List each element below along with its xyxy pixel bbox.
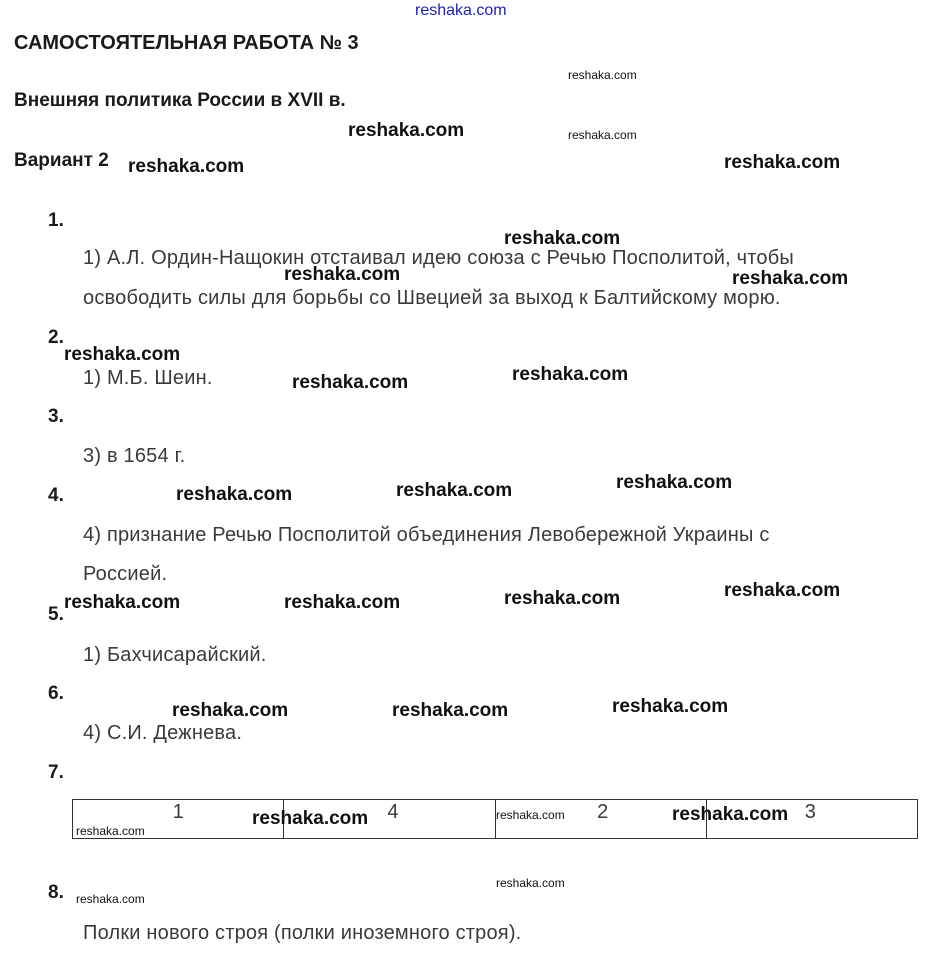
task-number: 2. — [48, 327, 64, 348]
table-cell-value: 3 — [804, 801, 816, 823]
watermark: reshaka.com — [176, 484, 293, 505]
watermark: reshaka.com — [496, 876, 565, 890]
table-cell-value: 2 — [597, 801, 609, 823]
task-number: 5. — [48, 604, 64, 625]
watermark: reshaka.com — [64, 344, 181, 365]
watermark: reshaka.com — [724, 580, 841, 601]
table-row — [73, 800, 918, 839]
watermark: reshaka.com — [732, 268, 849, 289]
task-number: 7. — [48, 762, 64, 783]
watermark: reshaka.com — [672, 804, 789, 825]
watermark: reshaka.com — [392, 700, 509, 721]
task-number: 4. — [48, 485, 64, 506]
watermark: reshaka.com — [568, 128, 637, 142]
task-answer: 1) Бахчисарайский. — [83, 644, 267, 666]
table-cell-value: 1 — [172, 801, 184, 823]
variant-heading: Вариант 2 — [14, 150, 109, 171]
table-cell-value: 4 — [387, 801, 399, 823]
task-answer: 1) А.Л. Ордин-Нащокин отстаивал идею союза с Речью Посполитой, чтобы — [83, 247, 794, 269]
watermark: reshaka.com — [284, 592, 401, 613]
task-answer: 4) признание Речью Посполитой объединения Левобережной Украины с — [83, 524, 770, 546]
watermark: reshaka.com — [128, 156, 245, 177]
page-title: САМОСТОЯТЕЛЬНАЯ РАБОТА № 3 — [14, 32, 359, 54]
watermark: reshaka.com — [612, 696, 729, 717]
watermark: reshaka.com — [76, 892, 145, 906]
task-answer: Полки нового строя (полки иноземного строя). — [83, 922, 522, 944]
watermark: reshaka.com — [172, 700, 289, 721]
task-answer: 3) в 1654 г. — [83, 445, 186, 467]
topic-heading: Внешняя политика России в XVII в. — [14, 90, 346, 111]
task-number: 3. — [48, 406, 64, 427]
answer-table — [72, 799, 918, 839]
watermark: reshaka.com — [284, 264, 401, 285]
watermark: reshaka.com — [252, 808, 369, 829]
task-answer: Россией. — [83, 563, 168, 585]
watermark: reshaka.com — [396, 480, 513, 501]
task-number: 6. — [48, 683, 64, 704]
task-number: 8. — [48, 882, 64, 903]
watermark: reshaka.com — [504, 588, 621, 609]
task-number: 1. — [48, 210, 64, 231]
watermark-top: reshaka.com — [415, 2, 507, 19]
watermark: reshaka.com — [616, 472, 733, 493]
watermark: reshaka.com — [76, 824, 145, 838]
task-answer: освободить силы для борьбы со Швецией за выход к Балтийскому морю. — [83, 287, 781, 309]
watermark: reshaka.com — [496, 808, 565, 822]
task-answer: 1) М.Б. Шеин. — [83, 367, 213, 389]
watermark: reshaka.com — [504, 228, 621, 249]
watermark: reshaka.com — [568, 68, 637, 82]
watermark: reshaka.com — [348, 120, 465, 141]
watermark: reshaka.com — [512, 364, 629, 385]
watermark: reshaka.com — [724, 152, 841, 173]
task-answer: 4) С.И. Дежнева. — [83, 722, 243, 744]
watermark: reshaka.com — [292, 372, 409, 393]
watermark: reshaka.com — [64, 592, 181, 613]
